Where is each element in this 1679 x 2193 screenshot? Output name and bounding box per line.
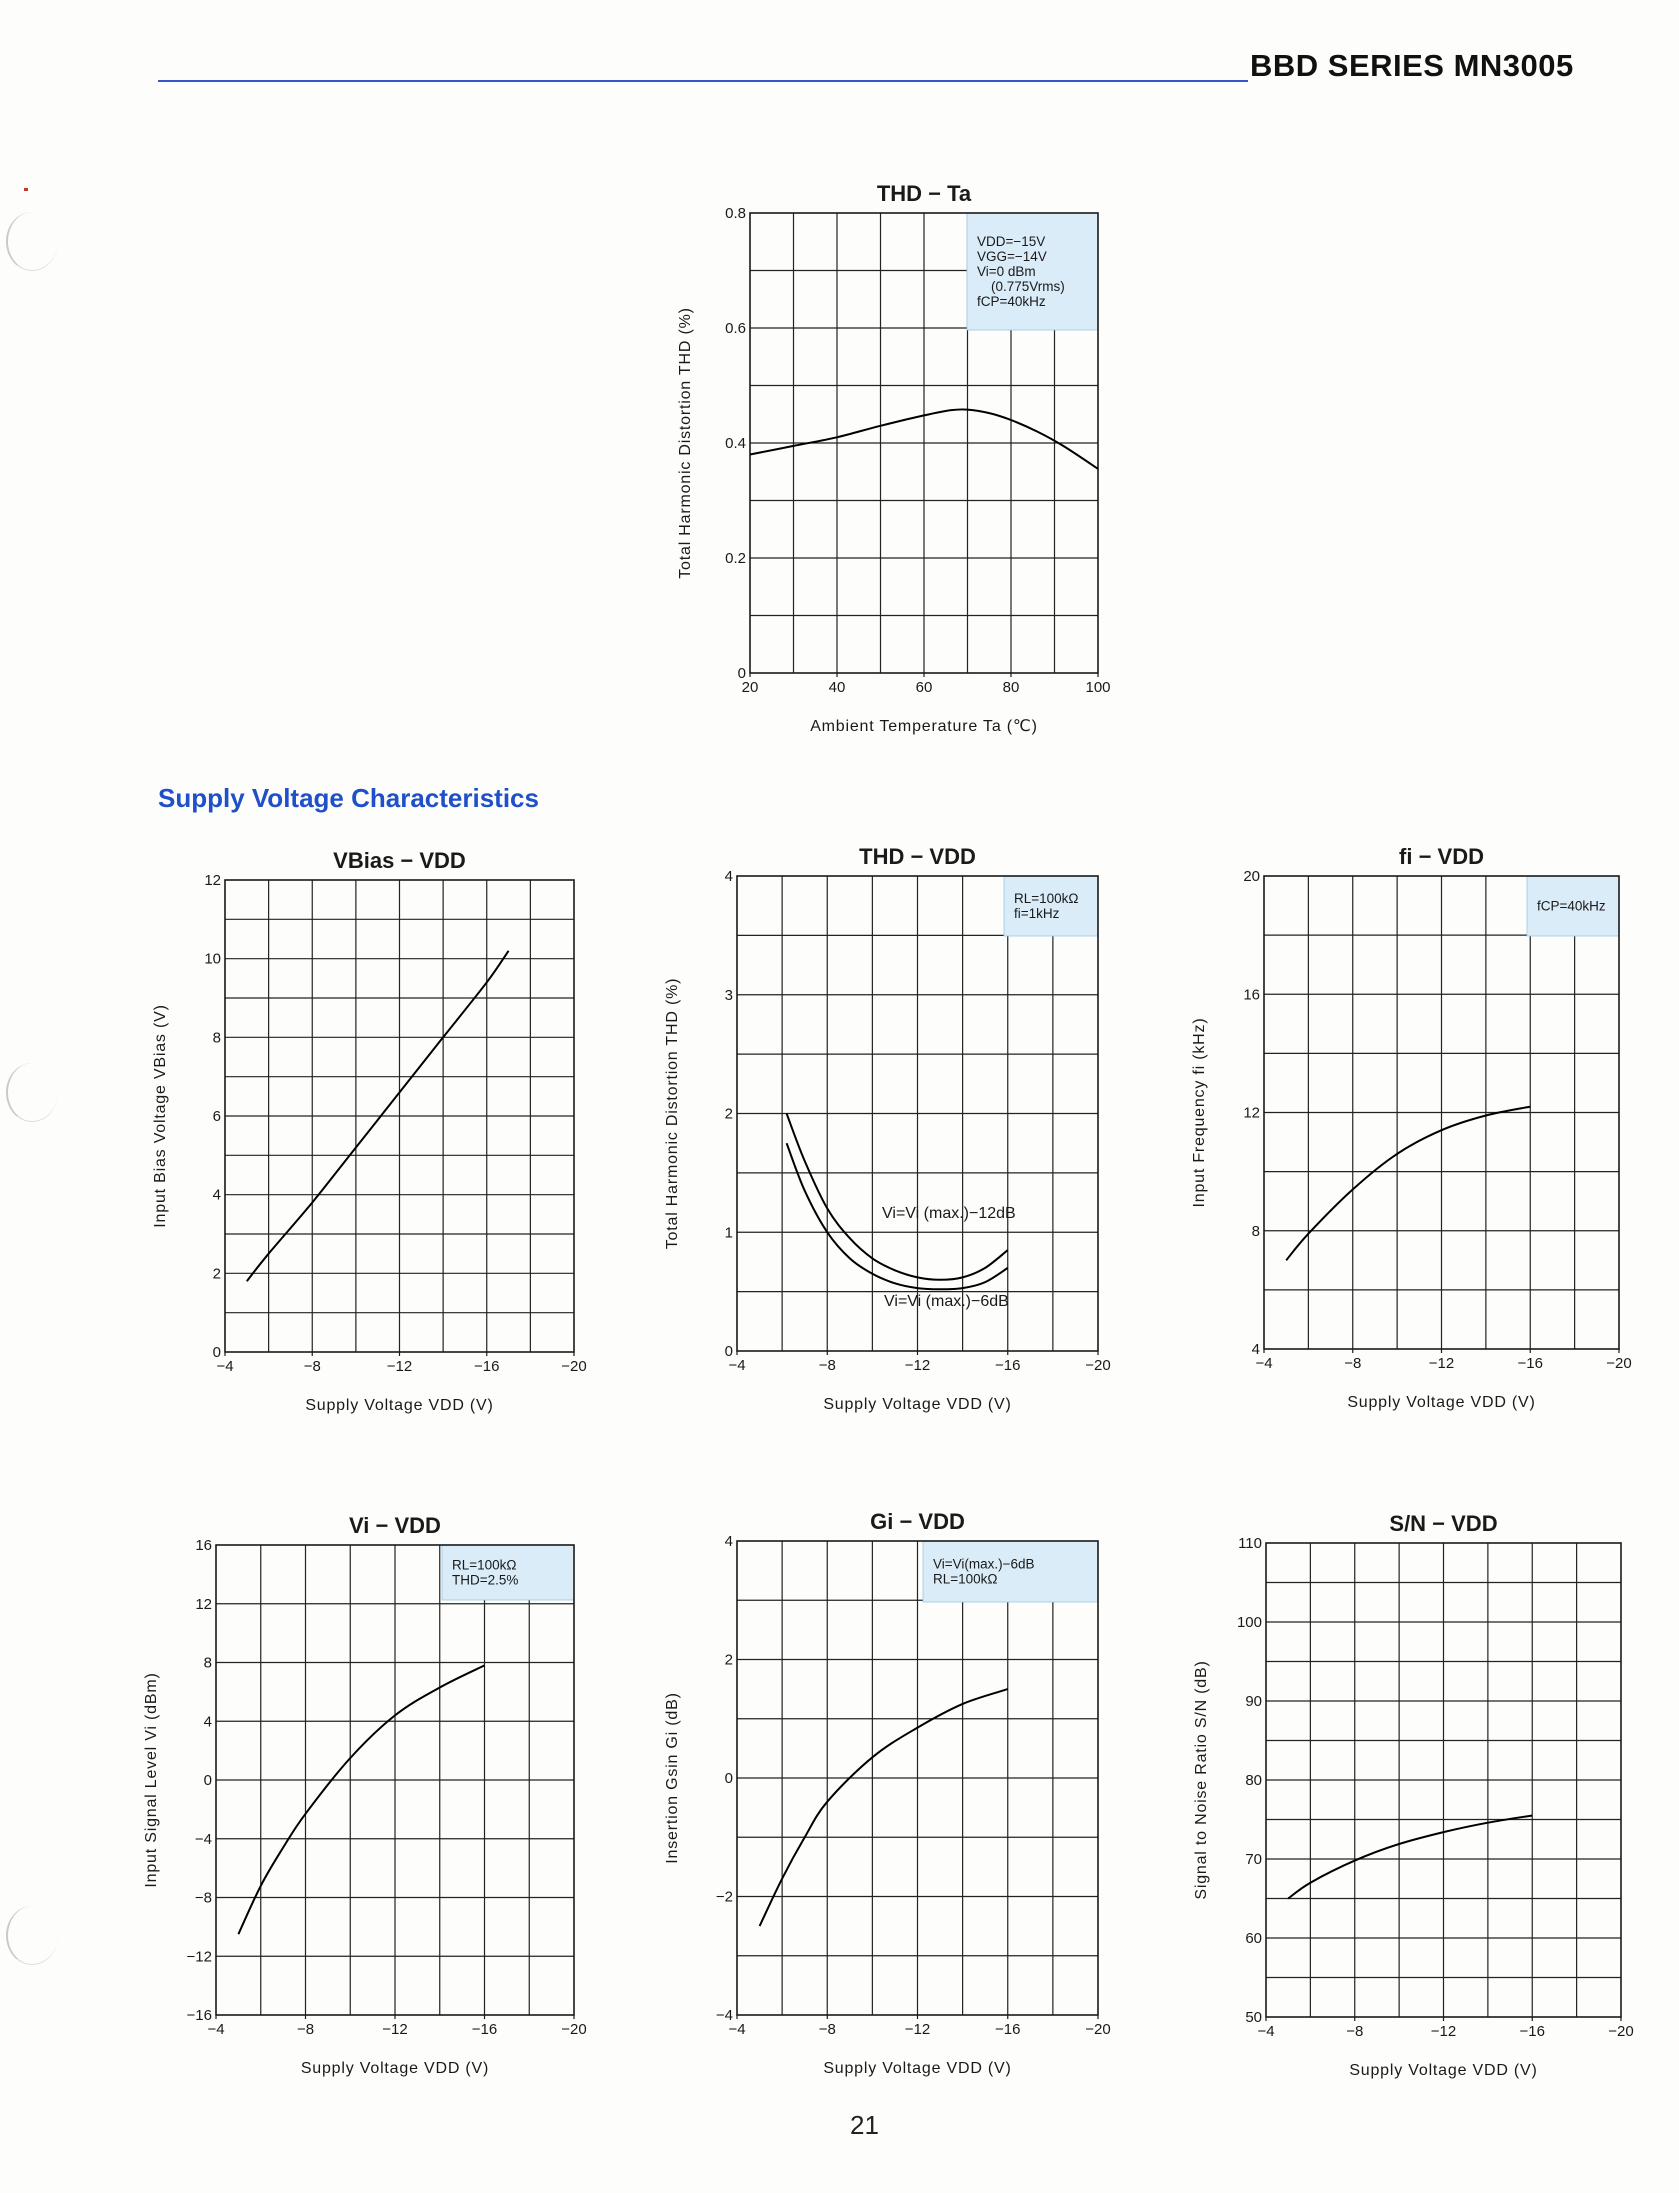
chart-thd-vdd-x-tick-label: −20	[1085, 1357, 1111, 1374]
chart-vbias-vdd-y-tick-label: 12	[204, 872, 221, 889]
chart-sn-vdd-x-tick-label: −12	[1430, 2023, 1457, 2040]
chart-sn-vdd-x-tick-label: −8	[1346, 2023, 1364, 2040]
chart-vi-vdd-condition-label: THD=2.5%	[452, 1572, 519, 1588]
chart-fi-vdd-x-tick-label: −4	[1255, 1355, 1273, 1372]
chart-sn-vdd-y-tick-label: 70	[1245, 1851, 1262, 1868]
chart-sn-vdd-x-tick-label: −20	[1608, 2023, 1634, 2040]
chart-thd-vdd-condition-label: fi=1kHz	[1014, 906, 1060, 921]
chart-thd-vdd-x-tick-label: −16	[995, 1357, 1021, 1374]
chart-thd-ta-x-tick-label: 80	[1002, 679, 1020, 696]
chart-fi-vdd-y-tick-label: 16	[1243, 986, 1260, 1004]
chart-gi-vdd-condition-label: RL=100kΩ	[933, 1571, 998, 1587]
chart-thd-ta-y-axis-label: Total Harmonic Distortion THD (%)	[677, 307, 694, 579]
chart-sn-vdd-series-line	[1288, 1816, 1532, 1899]
chart-vi-vdd-title: Vi − VDD	[349, 1513, 441, 1538]
chart-vi-vdd-y-tick-label: −8	[194, 1889, 212, 1907]
chart-gi-vdd-x-tick-label: −4	[728, 2021, 746, 2038]
chart-sn-vdd-x-tick-label: −16	[1519, 2023, 1545, 2040]
chart-vi-vdd-y-tick-label: 4	[203, 1713, 212, 1731]
chart-thd-vdd-x-tick-label: −12	[904, 1357, 931, 1374]
chart-vi-vdd-y-tick-label: 12	[195, 1595, 212, 1613]
chart-gi-vdd-condition-label: Vi=Vi(max.)−6dB	[933, 1556, 1035, 1572]
chart-gi-vdd-y-tick-label: −4	[715, 2007, 733, 2024]
chart-vi-vdd-x-tick-label: −20	[561, 2021, 587, 2038]
chart-thd-vdd-y-tick-label: 4	[724, 868, 733, 885]
chart-thd-vdd-x-axis-label: Supply Voltage VDD (V)	[823, 1396, 1012, 1413]
chart-vi-vdd-condition-label: RL=100kΩ	[452, 1557, 517, 1573]
chart-thd-ta-x-tick-label: 20	[741, 679, 759, 696]
chart-gi-vdd-y-tick-label: 0	[724, 1770, 733, 1787]
chart-fi-vdd-x-tick-label: −12	[1428, 1355, 1455, 1372]
chart-thd-vdd-y-tick-label: 0	[724, 1343, 733, 1360]
chart-vi-vdd-y-axis-label: Input Signal Level Vi (dBm)	[143, 1672, 160, 1888]
chart-fi-vdd-x-tick-label: −8	[1344, 1355, 1362, 1372]
chart-vi-vdd-x-axis-label: Supply Voltage VDD (V)	[300, 2060, 490, 2077]
chart-thd-ta-x-axis-label: Ambient Temperature Ta (℃)	[810, 718, 1038, 735]
chart-sn-vdd-y-tick-label: 110	[1238, 1535, 1262, 1552]
chart-thd-ta-y-tick-label: 0	[737, 665, 746, 682]
chart-gi-vdd-title: Gi − VDD	[870, 1509, 965, 1534]
chart-fi-vdd-y-tick-label: 20	[1243, 868, 1260, 885]
chart-vi-vdd-y-tick-label: −12	[186, 1948, 212, 1966]
chart-vbias-vdd-title: VBias − VDD	[333, 848, 466, 873]
chart-vi-vdd-y-tick-label: 8	[203, 1654, 212, 1672]
chart-thd-ta-y-tick-label: 0.2	[725, 550, 746, 567]
chart-vbias-vdd-x-tick-label: −16	[474, 1358, 500, 1375]
chart-vbias-vdd-x-tick-label: −4	[216, 1358, 234, 1375]
chart-gi-vdd-x-axis-label: Supply Voltage VDD (V)	[823, 2060, 1012, 2077]
chart-vi-vdd-y-tick-label: −16	[186, 2007, 212, 2024]
chart-fi-vdd-y-tick-label: 12	[1243, 1104, 1260, 1122]
chart-vbias-vdd-x-tick-label: −12	[386, 1358, 413, 1375]
chart-gi-vdd-x-tick-label: −16	[995, 2021, 1021, 2038]
chart-vi-vdd-x-tick-label: −12	[382, 2021, 408, 2038]
chart-vi-vdd-y-tick-label: 16	[195, 1537, 212, 1554]
chart-sn-vdd-y-tick-label: 80	[1245, 1772, 1262, 1789]
chart-thd-vdd-condition-label: RL=100kΩ	[1014, 891, 1079, 906]
chart-gi-vdd-y-tick-label: 4	[724, 1533, 733, 1550]
chart-vi-vdd-x-tick-label: −8	[296, 2021, 315, 2038]
chart-sn-vdd-title: S/N − VDD	[1389, 1511, 1498, 1536]
chart-thd-vdd-title: THD − VDD	[859, 844, 976, 869]
chart-gi-vdd-x-tick-label: −20	[1085, 2021, 1111, 2038]
chart-vbias-vdd-x-tick-label: −8	[303, 1358, 321, 1375]
chart-vbias-vdd-x-tick-label: −20	[561, 1358, 587, 1375]
chart-vi-vdd-x-tick-label: −16	[471, 2021, 498, 2038]
chart-vbias-vdd-y-tick-label: 6	[212, 1108, 221, 1125]
chart-gi-vdd-x-tick-label: −12	[904, 2021, 931, 2038]
chart-thd-vdd-y-tick-label: 3	[724, 986, 733, 1004]
chart-vbias-vdd-x-axis-label: Supply Voltage VDD (V)	[305, 1397, 494, 1414]
chart-gi-vdd-y-axis-label: Insertion Gsin Gi (dB)	[664, 1692, 681, 1864]
chart-thd-ta-x-tick-label: 60	[915, 679, 933, 696]
chart-thd-ta-x-tick-label: 100	[1085, 679, 1111, 696]
chart-thd-vdd-series-label: Vi=Vi (max.)−12dB	[882, 1205, 1016, 1222]
page-number: 21	[850, 2110, 879, 2140]
chart-thd-ta-condition-label: VDD=−15V	[977, 234, 1046, 249]
chart-sn-vdd-grid	[1266, 1543, 1621, 2017]
chart-thd-vdd-y-tick-label: 2	[724, 1105, 733, 1123]
chart-fi-vdd-y-tick-label: 4	[1251, 1341, 1260, 1358]
chart-thd-ta-condition-label: VGG=−14V	[977, 249, 1047, 264]
chart-sn-vdd-y-tick-label: 100	[1236, 1614, 1262, 1631]
chart-vbias-vdd-y-tick-label: 8	[212, 1029, 221, 1047]
chart-thd-vdd-series-label: Vi=Vi (max.)−6dB	[884, 1293, 1009, 1310]
page-header-title: BBD SERIES MN3005	[1250, 48, 1574, 83]
chart-thd-vdd-y-axis-label: Total Harmonic Distortion THD (%)	[664, 977, 681, 1250]
chart-sn-vdd-y-tick-label: 90	[1245, 1693, 1262, 1710]
chart-gi-vdd-x-tick-label: −8	[818, 2021, 836, 2038]
chart-vi-vdd-y-tick-label: 0	[203, 1772, 212, 1789]
chart-fi-vdd-y-tick-label: 8	[1251, 1222, 1260, 1240]
chart-fi-vdd-title: fi − VDD	[1399, 844, 1484, 869]
chart-vbias-vdd-y-tick-label: 10	[204, 950, 221, 968]
chart-vbias-vdd-y-tick-label: 4	[212, 1186, 221, 1204]
chart-sn-vdd-y-tick-label: 60	[1245, 1930, 1262, 1947]
chart-thd-ta-condition-label: Vi=0 dBm	[977, 264, 1036, 279]
chart-thd-ta-y-tick-label: 0.6	[725, 320, 746, 337]
chart-thd-vdd-y-tick-label: 1	[724, 1224, 733, 1242]
chart-vbias-vdd-y-tick-label: 2	[212, 1265, 221, 1283]
chart-thd-vdd-x-tick-label: −4	[728, 1357, 746, 1374]
chart-sn-vdd-x-tick-label: −4	[1257, 2023, 1275, 2040]
chart-thd-vdd-x-tick-label: −8	[818, 1357, 836, 1374]
section-title: Supply Voltage Characteristics	[158, 783, 539, 813]
chart-vi-vdd-x-tick-label: −4	[207, 2021, 225, 2038]
chart-vbias-vdd-y-tick-label: 0	[212, 1344, 221, 1361]
chart-fi-vdd-x-tick-label: −20	[1606, 1355, 1632, 1372]
chart-thd-ta-title: THD − Ta	[876, 181, 972, 206]
chart-gi-vdd-y-tick-label: 2	[724, 1651, 733, 1669]
chart-thd-ta-y-tick-label: 0.8	[725, 205, 746, 222]
chart-thd-ta-condition-label: (0.775Vrms)	[991, 279, 1065, 294]
chart-thd-ta-x-tick-label: 40	[828, 679, 846, 696]
chart-fi-vdd-y-axis-label: Input Frequency fi (kHz)	[1191, 1017, 1208, 1208]
chart-thd-ta-y-tick-label: 0.4	[725, 435, 746, 452]
chart-fi-vdd-x-axis-label: Supply Voltage VDD (V)	[1347, 1394, 1536, 1411]
chart-fi-vdd-condition-label: fCP=40kHz	[1537, 898, 1606, 914]
chart-fi-vdd-x-tick-label: −16	[1517, 1355, 1543, 1372]
chart-sn-vdd-x-axis-label: Supply Voltage VDD (V)	[1349, 2062, 1538, 2079]
chart-thd-ta-condition-label: fCP=40kHz	[977, 294, 1046, 309]
chart-gi-vdd-y-tick-label: −2	[715, 1888, 733, 1906]
chart-sn-vdd-y-axis-label: Signal to Noise Ratio S/N (dB)	[1193, 1660, 1210, 1900]
chart-vi-vdd-y-tick-label: −4	[194, 1830, 212, 1848]
chart-vbias-vdd-y-axis-label: Input Bias Voltage VBias (V)	[152, 1004, 169, 1228]
chart-sn-vdd-y-tick-label: 50	[1245, 2009, 1262, 2026]
